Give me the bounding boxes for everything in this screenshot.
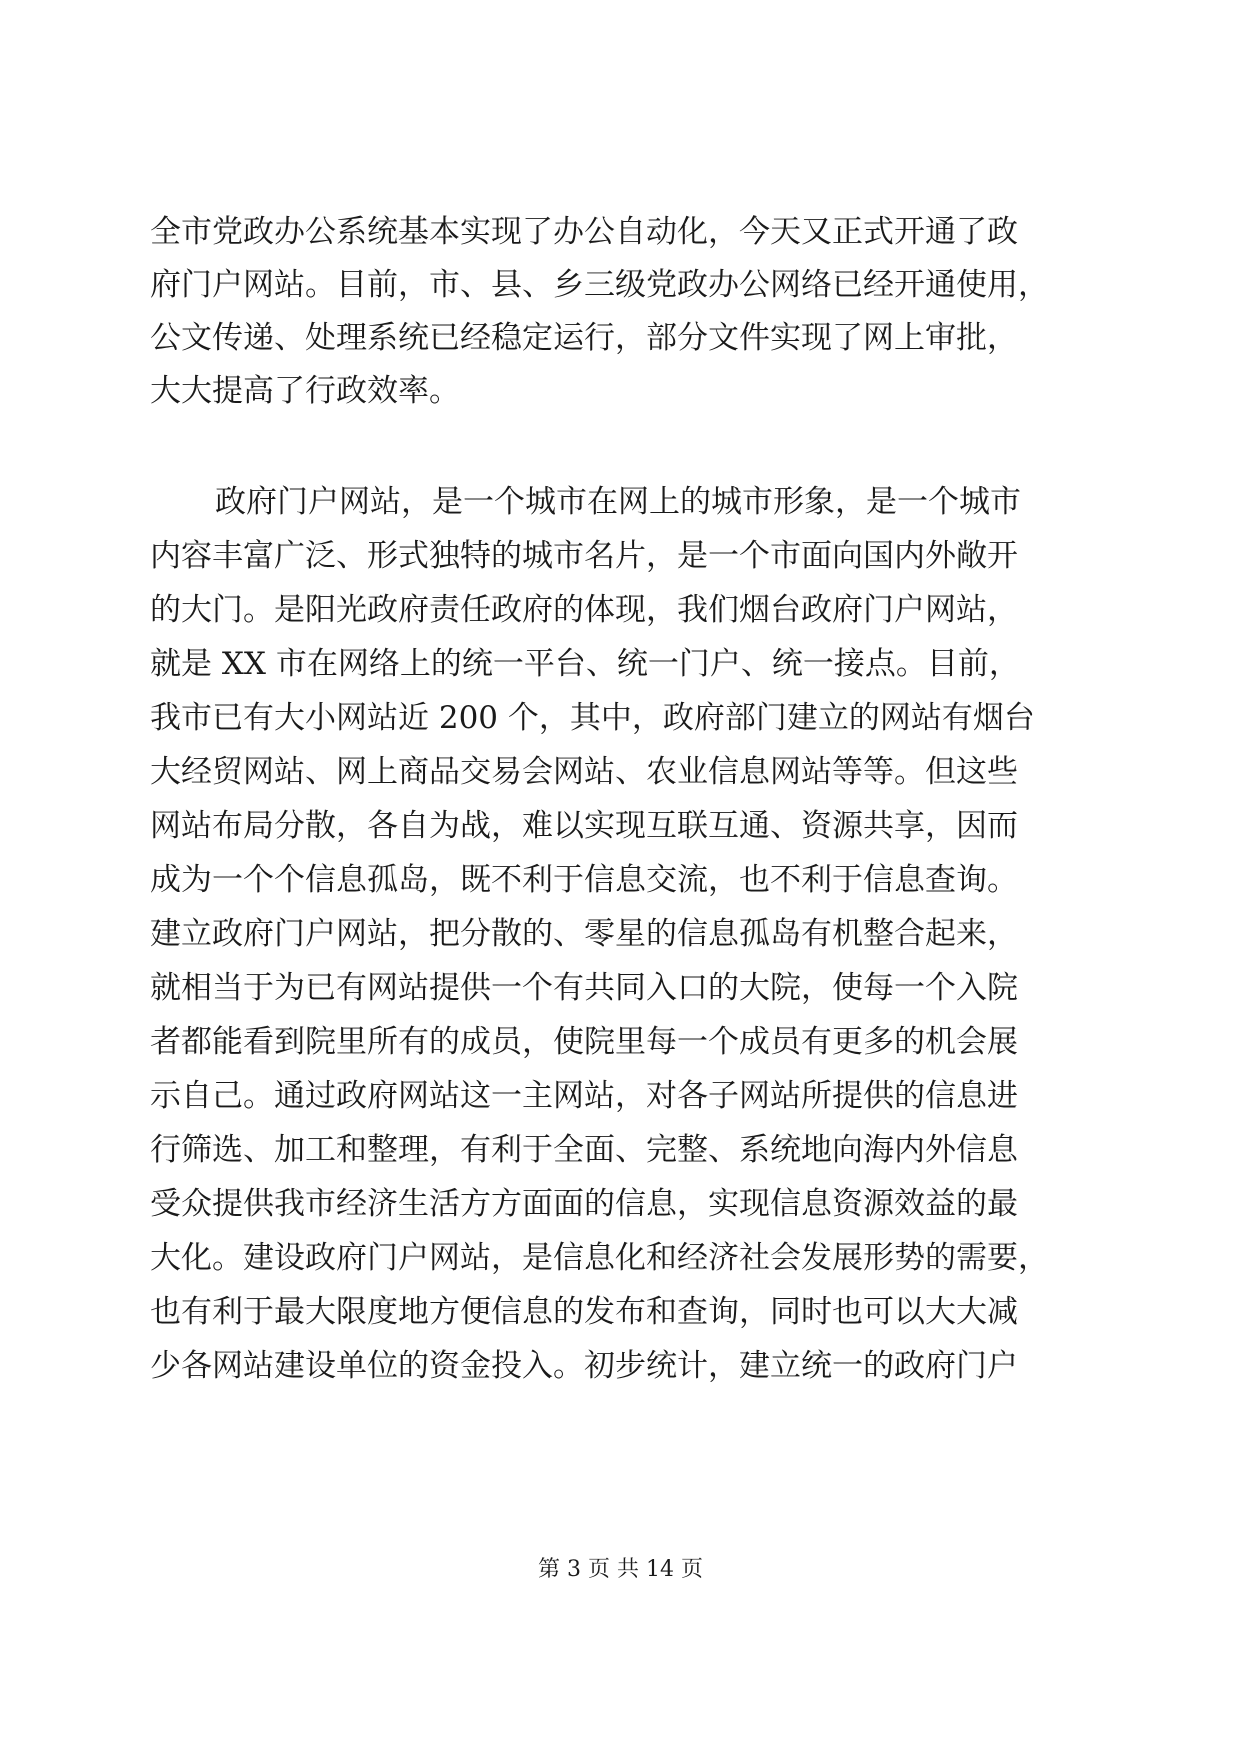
text-line: 少各网站建设单位的资金投入。初步统计，建立统一的政府门户 (150, 1348, 1018, 1384)
text-line: 者都能看到院里所有的成员，使院里每一个成员有更多的机会展 (150, 1024, 1018, 1060)
text-line: 的大门。是阳光政府责任政府的体现，我们烟台政府门户网站， (150, 592, 1018, 628)
text-line: 就是 XX 市在网络上的统一平台、统一门户、统一接点。目前， (150, 646, 1020, 682)
text-line: 行筛选、加工和整理，有利于全面、完整、系统地向海内外信息 (150, 1132, 1018, 1168)
text-line: 大大提高了行政效率。 (150, 373, 460, 409)
text-line: 大经贸网站、网上商品交易会网站、农业信息网站等等。但这些 (150, 754, 1018, 790)
text-line: 政府门户网站，是一个城市在网上的城市形象，是一个城市 (215, 484, 1021, 520)
page-footer: 第 3 页 共 14 页 (538, 1557, 703, 1582)
text-line: 大化。建设政府门户网站，是信息化和经济社会发展形势的需要， (150, 1240, 1049, 1276)
text-line: 公文传递、处理系统已经稳定运行，部分文件实现了网上审批， (150, 320, 1018, 356)
text-line: 受众提供我市经济生活方方面面的信息，实现信息资源效益的最 (150, 1186, 1018, 1222)
text-line: 也有利于最大限度地方便信息的发布和查询，同时也可以大大减 (150, 1294, 1018, 1330)
text-line: 我市已有大小网站近 200 个，其中，政府部门建立的网站有烟台 (150, 700, 1035, 736)
text-line: 内容丰富广泛、形式独特的城市名片，是一个市面向国内外敞开 (150, 538, 1018, 574)
text-line: 示自己。通过政府网站这一主网站，对各子网站所提供的信息进 (150, 1078, 1018, 1114)
text-line: 全市党政办公系统基本实现了办公自动化，今天又正式开通了政 (150, 214, 1018, 250)
text-line: 府门户网站。目前，市、县、乡三级党政办公网络已经开通使用， (150, 267, 1049, 303)
text-line: 成为一个个信息孤岛，既不利于信息交流，也不利于信息查询。 (150, 862, 1018, 898)
text-line: 建立政府门户网站，把分散的、零星的信息孤岛有机整合起来， (150, 916, 1018, 952)
text-line: 网站布局分散，各自为战，难以实现互联互通、资源共享，因而 (150, 808, 1018, 844)
text-line: 就相当于为已有网站提供一个有共同入口的大院，使每一个入院 (150, 970, 1018, 1006)
